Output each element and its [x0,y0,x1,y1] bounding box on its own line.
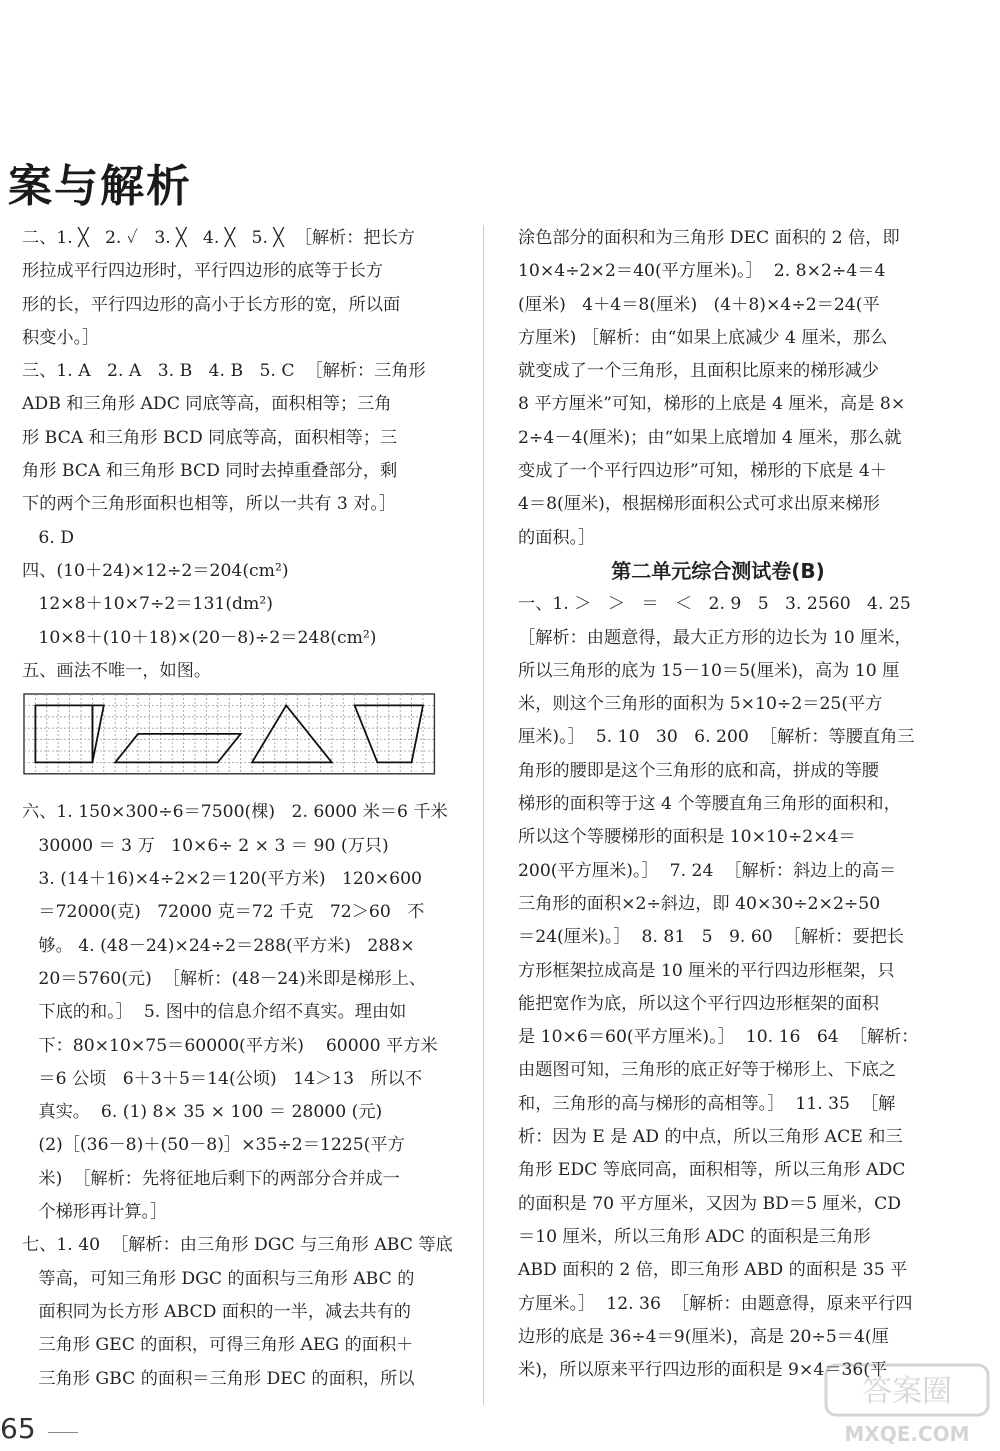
left-column-top-text [22,222,462,688]
text-line: 个梯形再计算。］ [22,1202,168,1223]
text-line: 析：因为 E 是 AD 的中点，所以三角形 ACE 和三 [518,1127,903,1148]
text-line: 能把宽作为底，所以这个平行四边形框架的面积 [518,993,879,1014]
text-line: ＝24(厘米)。］ 8. 81 5 9. 60 ［解析：要把长 [518,927,904,948]
text-line: 形拉成平行四边形时，平行四边形的底等于长方 [22,261,383,282]
text-line: 四、(10＋24)×12÷2＝204(cm²) [22,560,289,581]
text-line: 的面积是 70 平方厘米，又因为 BD＝5 厘米，CD [518,1193,902,1214]
right-column [518,222,918,1387]
text-line: 下的两个三角形面积也相等，所以一共有 3 对。］ [22,494,397,515]
svg-text:MXQE.COM: MXQE.COM [844,1422,970,1446]
footer-rule [48,1432,78,1433]
trapezoid-shape-2 [355,706,423,763]
text-line: 形 BCA 和三角形 BCD 同底等高，面积相等；三 [22,427,398,448]
page-title: 案与解析 [8,161,192,212]
right-column-bottom-text [518,588,918,1387]
text-line: 二、1. ╳ 2. ✓ 3. ╳ 4. ╳ 5. ╳ ［解析：把长方 [22,228,415,248]
text-line: 由题图可知，三角形的底正好等于梯形上、下底之 [518,1060,897,1081]
text-line: 米) ［解析：先将征地后剩下的两部分合并成一 [22,1168,400,1189]
text-line: 10×4÷2×2＝40(平方厘米)。］ 2. 8×2÷4＝4 [518,261,886,282]
watermark-logo [822,1361,992,1447]
text-line: 形的长，平行四边形的高小于长方形的宽，所以面 [22,294,401,315]
text-line: (2)［(36－8)＋(50－8)］×35÷2＝1225(平方 [22,1135,405,1156]
text-line: 六、1. 150×300÷6＝7500(棵) 2. 6000 米＝6 千米 [22,802,448,823]
text-line: 涂色部分的面积和为三角形 DEC 面积的 2 倍，即 [518,228,900,248]
text-line: ［解析：由题意得，最大正方形的边长为 10 厘米， [518,627,912,648]
text-line: 厘米)。］ 5. 10 30 6. 200 ［解析：等腰直角三 [518,727,915,748]
text-line: 6. D [22,527,75,548]
text-line: 方形框架拉成高是 10 厘米的平行四边形框架，只 [518,960,895,981]
parallelogram-shape [115,734,240,763]
right-column-top-text [518,222,918,555]
text-line: 下底的和。］ 5. 图中的信息介绍不真实。理由如 [22,1002,407,1023]
text-line: 变成了一个平行四边形”可知，梯形的下底是 4＋ [518,461,887,482]
text-line: ＝6 公顷 6＋3＋5＝14(公顷) 14＞13 所以不 [22,1068,423,1089]
text-line: 的面积。］ [518,527,596,548]
text-line: 8 平方厘米”可知，梯形的上底是 4 厘米，高是 8× [518,394,906,415]
text-line: 三角形 GBC 的面积＝三角形 DEC 的面积，所以 [22,1368,415,1389]
svg-text:答案圈: 答案圈 [862,1374,952,1409]
text-line: 三角形 GEC 的面积，可得三角形 AEG 的面积＋ [22,1335,414,1356]
trapezoid-shape-1 [92,706,103,763]
text-line: 30000 ＝ 3 万 10×6÷ 2 × 3 ＝ 90 (万只) [22,835,389,856]
shape-grid-figure [22,692,462,778]
text-line: 积变小。］ [22,327,100,348]
text-line: 12×8＋10×7÷2＝131(dm²) [22,594,273,615]
text-line: 方厘米。］ 12. 36 ［解析：由题意得，原来平行四 [518,1293,913,1314]
text-line: 20＝5760(元) ［解析：(48－24)米即是梯形上、 [22,968,427,989]
text-line: 是 10×6＝60(平方厘米)。］ 10. 16 64 ［解析： [518,1027,919,1048]
text-line: 米)，所以原来平行四边形的面积是 9×4＝36(平 [518,1360,888,1381]
text-line: 梯形的面积等于这 4 个等腰直角三角形的面积和， [518,794,901,815]
text-line: 3. (14＋16)×4÷2×2＝120(平方米) 120×600 [22,869,422,890]
left-column [22,222,462,1396]
text-line: 等高，可知三角形 DGC 的面积与三角形 ABC 的 [22,1268,415,1289]
text-line: 够。 4. (48－24)×24÷2＝288(平方米) 288× [22,935,415,956]
text-line: 一、1. ＞ ＞ ＝ ＜ 2. 9 5 3. 2560 4. 25 [518,594,911,615]
text-line: 所以这个等腰梯形的面积是 10×10÷2×4＝ [518,827,856,848]
text-line: 米，则这个三角形的面积为 5×10÷2＝25(平方 [518,694,883,715]
text-line: 角形 EDC 等底同高，面积相等，所以三角形 ADC [518,1160,906,1181]
rectangle-shape [35,706,92,763]
text-line: ＝10 厘米，所以三角形 ADC 的面积是三角形 [518,1226,871,1247]
text-line: (厘米) 4＋4＝8(厘米) (4＋8)×4÷2＝24(平 [518,294,880,315]
text-line: 10×8＋(10＋18)×(20－8)÷2＝248(cm²) [22,627,377,648]
text-line: 面积同为长方形 ABCD 面积的一半，减去共有的 [22,1301,411,1322]
text-line: 2÷4－4(厘米)；由“如果上底增加 4 厘米，那么就 [518,427,902,448]
text-line: 五、画法不唯一，如图。 [22,660,212,681]
text-line: 下：80×10×75＝60000(平方米) 60000 平方米 [22,1035,438,1056]
page-number: 65 [0,1412,36,1445]
text-line: 就变成了一个三角形，且面积比原来的梯形减少 [518,361,879,382]
text-line: 和，三角形的高与梯形的高相等。］ 11. 35 ［解 [518,1093,896,1114]
section-title: 第二单元综合测试卷(B) [611,558,825,583]
text-line: ABD 面积的 2 倍，即三角形 ABD 的面积是 35 平 [518,1260,908,1281]
text-line: 三角形的面积×2÷斜边，即 40×30÷2×2÷50 [518,893,881,914]
text-line: 4＝8(厘米)，根据梯形面积公式可求出原来梯形 [518,494,880,515]
text-line: 三、1. A 2. A 3. B 4. B 5. C ［解析：三角形 [22,361,426,382]
left-column-bottom-text [22,796,462,1395]
text-line: 角形的腰即是这个三角形的底和高，拼成的等腰 [518,760,879,781]
triangle-shape [252,706,332,763]
text-line: ＝72000(克) 72000 克＝72 千克 72＞60 不 [22,902,425,923]
text-line: ADB 和三角形 ADC 同底等高，面积相等；三角 [22,394,392,415]
column-divider [483,225,484,1405]
text-line: 七、1. 40 ［解析：由三角形 DGC 与三角形 ABC 等底 [22,1235,453,1256]
text-line: 所以三角形的底为 15－10＝5(厘米)，高为 10 厘 [518,660,900,681]
text-line: 边形的底是 36÷4＝9(厘米)，高是 20÷5＝4(厘 [518,1326,889,1347]
text-line: 真实。 6. (1) 8× 35 × 100 ＝ 28000 (元) [22,1102,383,1123]
text-line: 方厘米) ［解析：由“如果上底减少 4 厘米，那么 [518,327,888,348]
text-line: 角形 BCA 和三角形 BCD 同时去掉重叠部分，剩 [22,461,398,482]
text-line: 200(平方厘米)。］ 7. 24 ［解析：斜边上的高＝ [518,860,897,881]
